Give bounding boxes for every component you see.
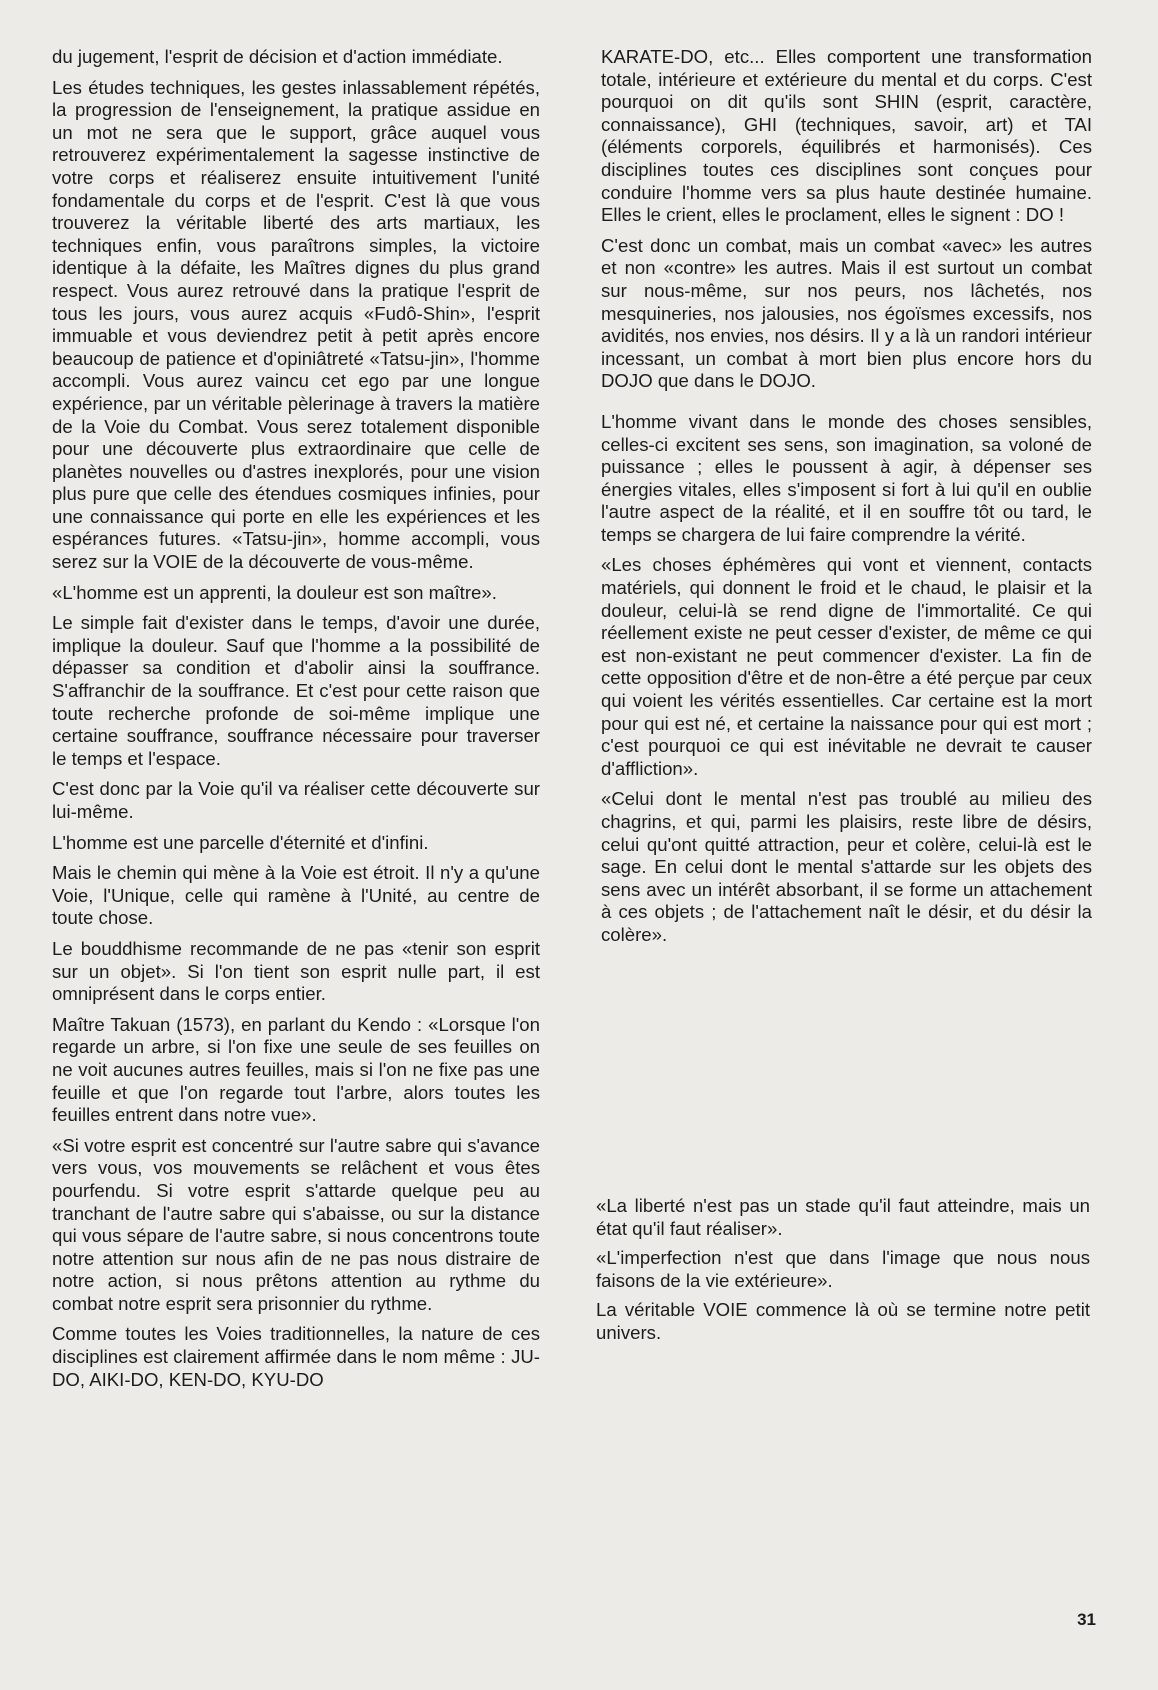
- paragraph: Le bouddhisme recommande de ne pas «tenir son esprit sur un objet». Si l'on tient son esprit nulle part, il est omniprésent dans le corps entier.: [52, 937, 540, 1005]
- paragraph: Les études techniques, les gestes inlassablement répétés, la progression de l'enseignement, la pratique assidue en un mot ne sera que le support, grâce auquel vous retrouverez expérimentalement la sagesse instinctive de votre corps et réaliserez ensuite intuitivement l'unité fondamentale du corps et de l'esprit. C'est là que vous trouverez la véritable liberté des arts martiaux, les techniques enfin, vous paraîtrons simples, la victoire identique à la défaite, les Maîtres dignes du plus grand respect. Vous aurez retrouvé dans la pratique l'esprit de tous les jours, vous aurez acquis «Fudô-Shin», l'esprit immuable et vous deviendrez petit à petit après encore beaucoup de patience et d'opiniâtreté «Tatsu-jin», l'homme accompli. Vous aurez vaincu cet ego par une longue expérience, par un véritable pèlerinage à travers la matière de la Voie du Combat. Vous serez totalement disponible pour une découverte plus extraordinaire que celle de planètes nouvelles ou d'astres inexplorés, pour une vision plus pure que celle des étendues cosmiques infinies, pour une connaissance qui porte en elle les expériences et les espérances futures. «Tatsu-jin», homme accompli, vous serez sur la VOIE de la découverte de vous-même.: [52, 76, 540, 573]
- paragraph: KARATE-DO, etc... Elles comportent une transformation totale, intérieure et extérieure du mental et du corps. C'est pourquoi on dit qu'ils sont SHIN (esprit, caractère, connaissance), GHI (techniques, savoir, art) et TAI (éléments corporels, équilibrés et harmonisés). Ces disciplines toutes ces disciplines sont conçues pour conduire l'homme vers sa plus haute destinée humaine. Elles le crient, elles le proclament, elles le signent : DO !: [601, 46, 1092, 226]
- paragraph: Maître Takuan (1573), en parlant du Kendo : «Lorsque l'on regarde un arbre, si l'on fixe une seule de ses feuilles on ne voit aucunes autres feuilles, mais si l'on ne fixe pas une feuille et que l'on regarde tout l'arbre, alors toutes les feuilles entrent dans notre vue».: [52, 1013, 540, 1126]
- quote: «La liberté n'est pas un stade qu'il faut atteindre, mais un état qu'il faut réaliser».: [596, 1195, 1090, 1239]
- right-column: [601, 46, 1092, 955]
- spacer: [601, 401, 1092, 411]
- paragraph: du jugement, l'esprit de décision et d'action immédiate.: [52, 46, 503, 67]
- paragraph: «Les choses éphémères qui vont et viennent, contacts matériels, qui donnent le froid et le chaud, le plaisir et la douleur, celui-là se rend digne de l'immortalité. Ce qui réellement existe ne peut cesser d'exister, de même ce qui est non-existant ne peut commencer d'exister. La fin de cette opposition d'être et de non-être a été perçue par ceux qui voient les vérités essentielles. Car certaine est la mort pour qui est né, et certaine la naissance pour qui est mort ; c'est pourquoi ce qui est inévitable ne devrait te causer d'affliction».: [601, 554, 1092, 779]
- page-number: 31: [1077, 1610, 1096, 1629]
- paragraph: L'homme vivant dans le monde des choses sensibles, celles-ci excitent ses sens, son imagination, sa voloné de puissance ; elles le poussent à agir, à dépenser ses énergies vitales, elles s'imposent si fort à lui qu'il en oublie l'autre aspect de la réalité, et il en souffre tôt ou tard, le temps se chargera de lui faire comprendre la vérité.: [601, 410, 1092, 545]
- right-lower-column: [596, 1195, 1090, 1352]
- paragraph: «Si votre esprit est concentré sur l'autre sabre qui s'avance vers vous, vos mouvements se relâchent et vous êtes pourfendu. Si votre esprit s'attarde quelque peu au tranchant de l'autre sabre qui s'abaisse, ou sur la distance qui vous sépare de l'autre sabre, si nous concentrons toute notre attention sur nous afin de ne pas nous distraire de notre action, si nous prêtons attention au rythme du combat notre esprit sera prisonnier du rythme.: [52, 1134, 540, 1314]
- quote: «L'imperfection n'est que dans l'image que nous nous faisons de la vie extérieure».: [596, 1247, 1090, 1291]
- paragraph: La véritable VOIE commence là où se termine notre petit univers.: [596, 1299, 1090, 1343]
- paragraph: Le simple fait d'exister dans le temps, d'avoir une durée, implique la douleur. Sauf que l'homme a la possibilité de dépasser sa condition et d'abolir ainsi la souffrance. S'affranchir de la souffrance. Et c'est pour cette raison que toute recherche profonde de soi-même implique une certaine souffrance, souffrance nécessaire pour traverser le temps et l'espace.: [52, 612, 540, 769]
- left-column: [52, 46, 540, 1399]
- paragraph: «L'homme est un apprenti, la douleur est son maître».: [52, 581, 497, 603]
- paragraph: Comme toutes les Voies traditionnelles, la nature de ces disciplines est clairement affirmée dans le nom même : JU-DO, AIKI-DO, KEN-DO, KYU-DO: [52, 1323, 540, 1390]
- paragraph: «Celui dont le mental n'est pas troublé au milieu des chagrins, et qui, parmi les plaisirs, reste libre de désirs, celui qu'ont quitté attraction, peur et colère, celui-là est le sage. En celui dont le mental s'attarde sur les objets des sens avec un intérêt absorbant, il se forme un attachement à ces objets ; de l'attachement naît le désir, et du désir la colère».: [601, 788, 1092, 945]
- paragraph: L'homme est une parcelle d'éternité et d'infini.: [52, 831, 429, 853]
- paragraph: C'est donc un combat, mais un combat «avec» les autres et non «contre» les autres. Mais il est surtout un combat sur nous-même, sur nos peurs, nos lâchetés, nos mesquineries, nos jalousies, nos égoïsmes excessifs, nos avidités, nos envies, nos désirs. Il y a là un randori intérieur incessant, un combat à mort bien plus encore hors du DOJO que dans le DOJO.: [601, 234, 1092, 392]
- paragraph: C'est donc par la Voie qu'il va réaliser cette découverte sur lui-même.: [52, 778, 540, 822]
- paragraph: Mais le chemin qui mène à la Voie est étroit. Il n'y a qu'une Voie, l'Unique, celle qui ramène à l'Unité, au centre de toute chose.: [52, 862, 540, 929]
